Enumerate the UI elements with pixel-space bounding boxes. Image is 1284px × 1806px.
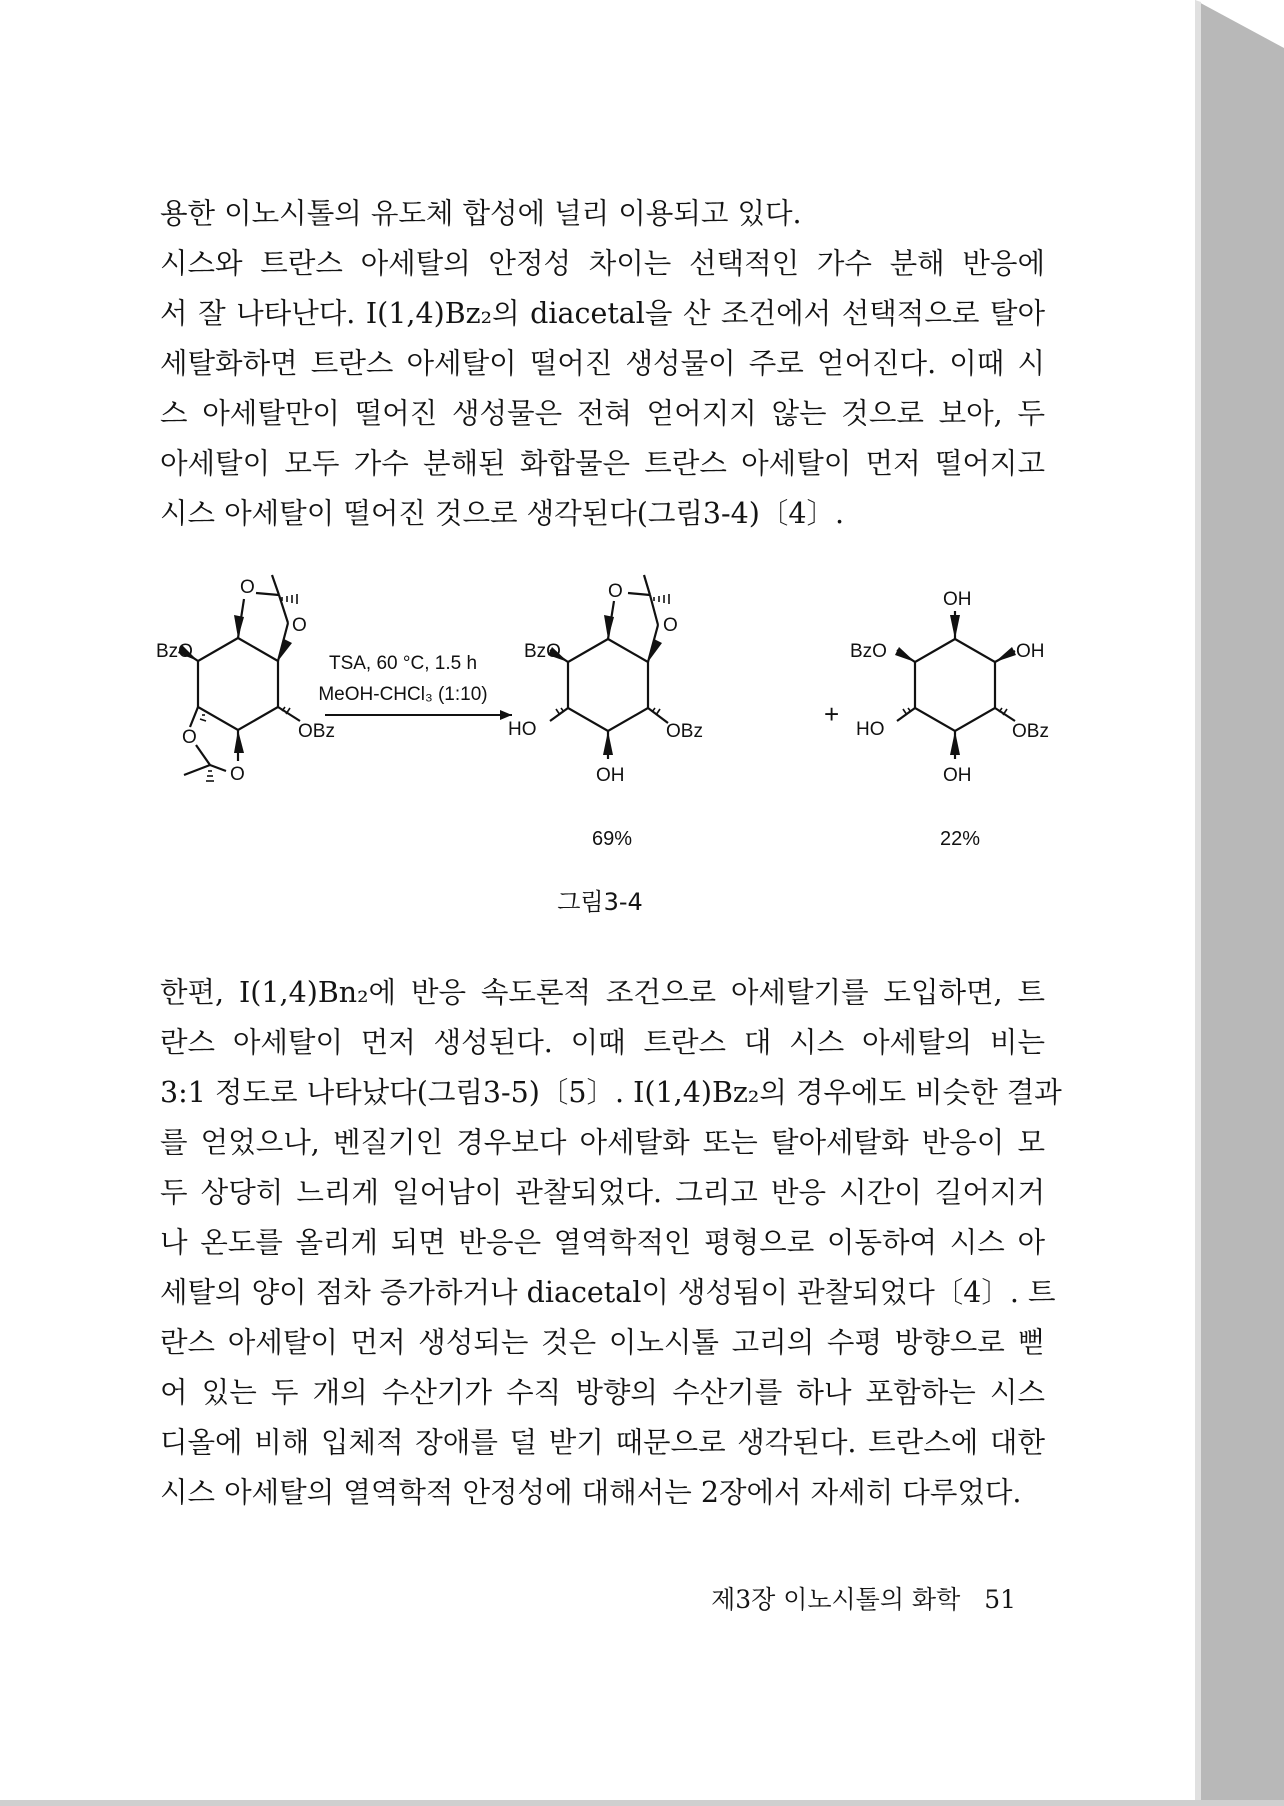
atom-label: O — [230, 764, 245, 785]
atom-label: BzO — [156, 641, 193, 662]
page-number: 51 — [984, 1585, 1016, 1614]
text-line: 디올에 비해 입체적 장애를 덜 받기 때문으로 생각된다. 트란스에 대한 — [160, 1426, 1045, 1459]
atom-label: O — [608, 581, 623, 602]
text-line: 아세탈이 모두 가수 분해된 화합물은 트란스 아세탈이 먼저 떨어지고 — [160, 447, 1045, 480]
figure-caption: 그림3-4 — [557, 888, 643, 916]
plus-sign: + — [824, 699, 840, 729]
text-line: 나 온도를 올리게 되면 반응은 열역학적인 평형으로 이동하여 시스 아 — [160, 1226, 1045, 1259]
text-line: 서 잘 나타난다. I(1,4)Bz₂의 diacetal을 산 조건에서 선택적으로 탈아 — [160, 297, 1045, 330]
ring-bond — [198, 638, 278, 730]
text-line: 시스와 트란스 아세탈의 안정성 차이는 선택적인 가수 분해 반응에 — [160, 247, 1045, 280]
yield-label: 22% — [939, 828, 981, 850]
atom-label: O — [663, 615, 678, 636]
running-title: 제3장 이노시톨의 화학 — [711, 1585, 961, 1614]
atom-label: HO — [856, 719, 885, 740]
book-bottom-edge — [0, 1800, 1284, 1806]
text-line: 용한 이노시톨의 유도체 합성에 널리 이용되고 있다. — [160, 197, 802, 230]
text-line: 를 얻었으나, 벤질기인 경우보다 아세탈화 또는 탈아세탈화 반응이 모 — [160, 1126, 1045, 1159]
atom-label: OH — [943, 589, 972, 610]
reaction-scheme — [156, 575, 1060, 875]
paragraph-1 — [160, 189, 1045, 239]
text-line: 세탈화하면 트란스 아세탈이 떨어진 생성물이 주로 얻어진다. 이때 시 — [160, 347, 1045, 380]
atom-label: OH — [943, 765, 972, 786]
text-line: 란스 아세탈이 먼저 생성되는 것은 이노시톨 고리의 수평 방향으로 뻗 — [160, 1326, 1045, 1359]
text-line: 3:1 정도로 나타났다(그림3-5)〔5〕. I(1,4)Bz₂의 경우에도 비슷한 결과 — [160, 1076, 1062, 1109]
text-line: 두 상당히 느리게 일어남이 관찰되었다. 그리고 반응 시간이 길어지거 — [160, 1176, 1045, 1209]
atom-label: OBz — [666, 721, 703, 742]
text-line: 한편, I(1,4)Bn₂에 반응 속도론적 조건으로 아세탈기를 도입하면, 트 — [160, 976, 1045, 1009]
atom-label: OH — [1016, 641, 1045, 662]
atom-label: HO — [508, 719, 537, 740]
text-line: 란스 아세탈이 먼저 생성된다. 이때 트란스 대 시스 아세탈의 비는 — [160, 1026, 1045, 1059]
text-line: 세탈의 양이 점차 증가하거나 diacetal이 생성됨이 관찰되었다〔4〕. 트 — [160, 1276, 1056, 1309]
paragraph-2 — [160, 239, 1045, 539]
text-line: 어 있는 두 개의 수산기가 수직 방향의 수산기를 하나 포함하는 시스 — [160, 1376, 1045, 1409]
paragraph-3 — [160, 968, 1062, 1518]
text-line: 시스 아세탈의 열역학적 안정성에 대해서는 2장에서 자세히 다루었다. — [160, 1476, 1022, 1509]
text-line: 스 아세탈만이 떨어진 생성물은 전혀 얻어지지 않는 것으로 보아, 두 — [160, 397, 1045, 430]
yield-label: 69% — [591, 828, 633, 850]
atom-label: O — [292, 615, 307, 636]
page-footer — [711, 1580, 1016, 1616]
reaction-solvent: MeOH-CHCl₃ (1:10) — [318, 684, 488, 705]
atom-label: O — [240, 577, 255, 598]
atom-label: OBz — [1012, 721, 1049, 742]
atom-label: OBz — [298, 721, 335, 742]
text-line: 시스 아세탈이 떨어진 것으로 생각된다(그림3-4)〔4〕. — [160, 497, 845, 530]
atom-label: OH — [596, 765, 625, 786]
book-edge — [1195, 0, 1284, 1806]
atom-label: BzO — [524, 641, 561, 662]
reaction-conditions: TSA, 60 °C, 1.5 h — [328, 653, 478, 674]
atom-label: BzO — [850, 641, 887, 662]
atom-label: O — [182, 727, 197, 748]
